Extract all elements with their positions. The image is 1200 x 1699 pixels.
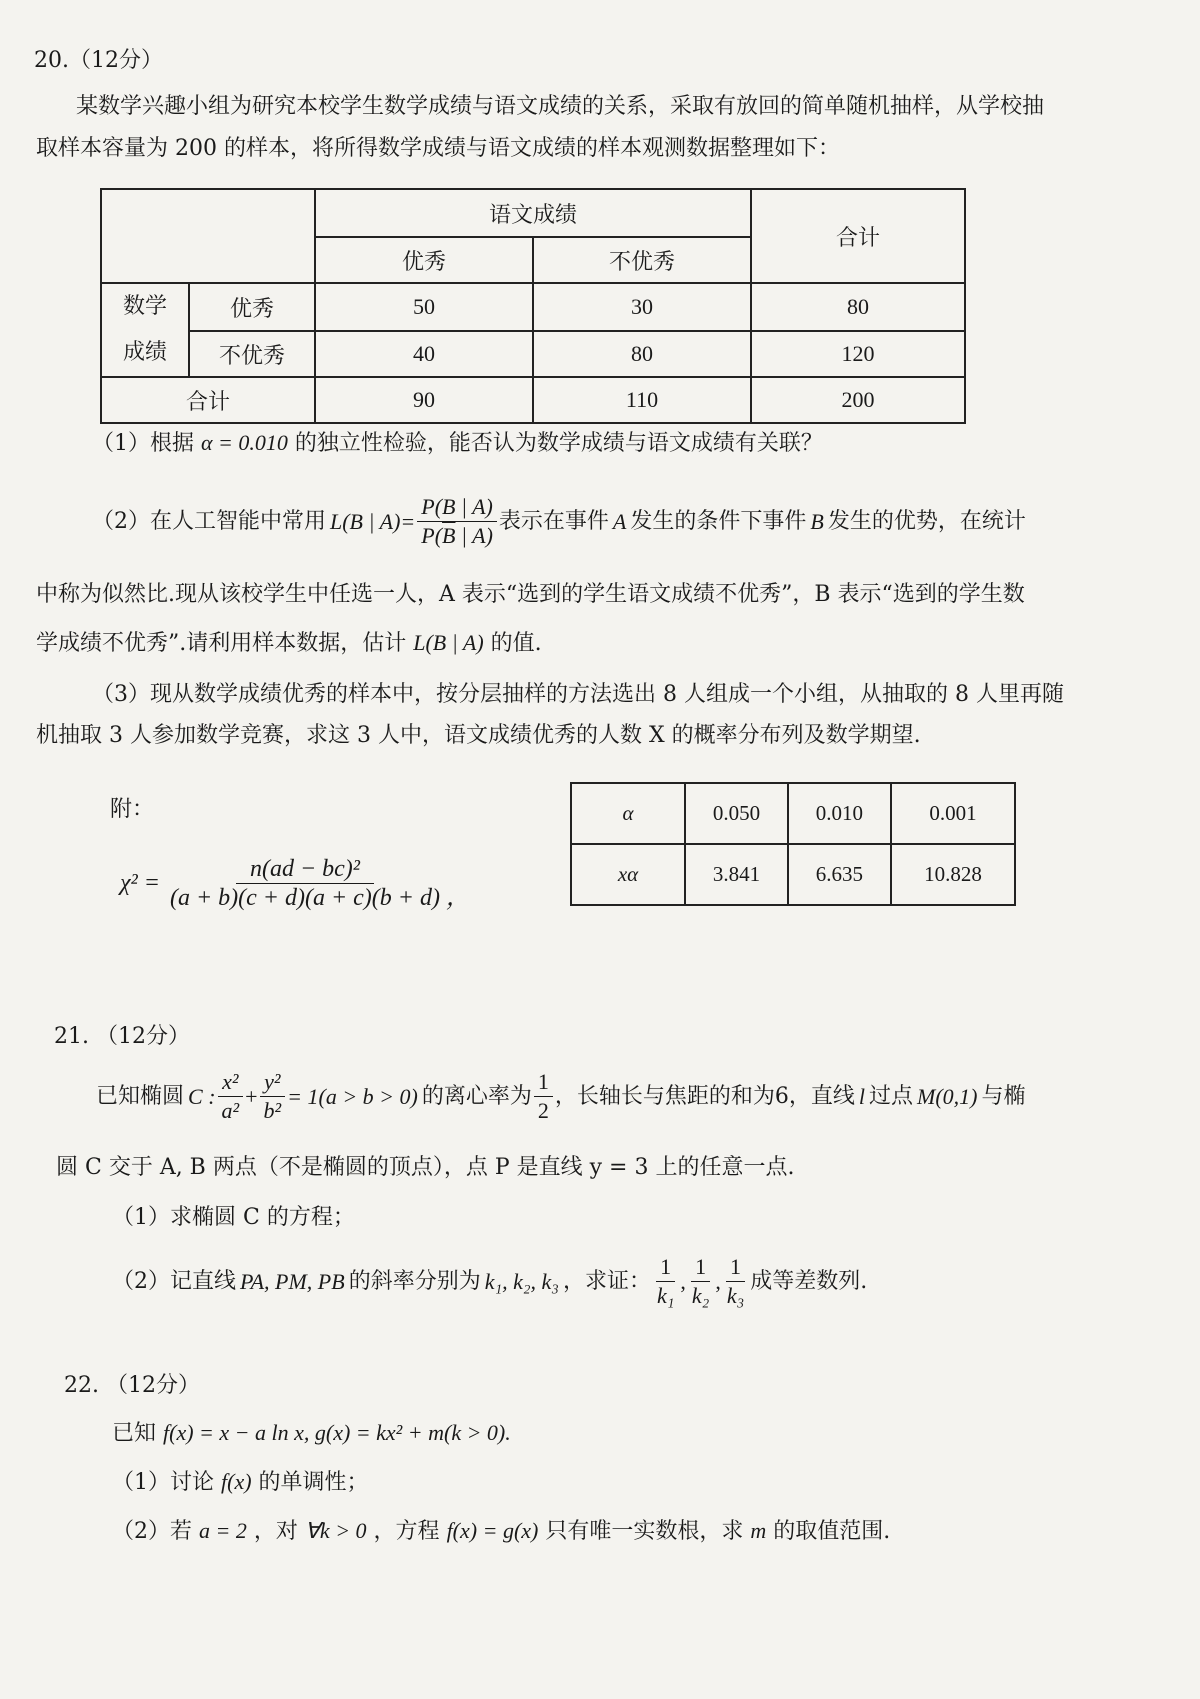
table-cell: 200 [751, 377, 965, 423]
plus-sign: + [245, 1083, 258, 1109]
frac-numerator: 1 [726, 1253, 745, 1282]
alpha-value: α = 0.010 [201, 430, 288, 455]
ellipse-c: C : [188, 1083, 216, 1109]
for-all-k: ∀k > 0 [304, 1518, 367, 1543]
chi-denominator: (a + b)(c + d)(a + c)(b + d) [169, 884, 440, 911]
row-not-excellent-header: 不优秀 [189, 331, 315, 377]
q21-text: 过点 [869, 1083, 914, 1109]
crit-cell: 3.841 [685, 844, 788, 905]
q21-text: 的离心率为 [421, 1083, 532, 1109]
a-squared: a² [221, 1098, 240, 1123]
den-part: P( [421, 523, 443, 548]
row-group-header [101, 283, 189, 377]
q20-part1-text: 的独立性检验，能否认为数学成绩与语文成绩有关联？ [294, 431, 823, 456]
q22-text: （2）若 [112, 1519, 192, 1544]
frac-denominator: k₂ [691, 1283, 710, 1308]
q22-text: ，对 [253, 1519, 298, 1544]
q22-text: 只有唯一实数根，求 [545, 1519, 744, 1544]
q21-part2-text: ，求证： [562, 1268, 651, 1294]
chi-square-formula [120, 853, 470, 913]
b-squared: b² [263, 1098, 282, 1123]
q22-text: 的取值范围. [773, 1519, 891, 1544]
row-group-line2: 成绩 [122, 340, 167, 365]
q20-part2-text: 学成绩不优秀”.请利用样本数据，估计 [36, 631, 407, 656]
q20-header: 20.（12分） [34, 48, 163, 73]
table-cell: 30 [533, 283, 751, 331]
frac-denominator: k₃ [726, 1283, 745, 1308]
row-excellent-header: 优秀 [189, 283, 315, 331]
event-b: B [810, 508, 824, 534]
col-total-header: 合计 [751, 189, 965, 283]
q20-part2-line1 [92, 493, 1026, 550]
q21-header: 21. （12分） [54, 1024, 190, 1049]
q22-text: 的单调性； [258, 1470, 369, 1495]
q22-line1 [112, 1418, 511, 1449]
a-equals-2: a = 2 [199, 1518, 247, 1543]
q20-part2-text: 发生的条件下事件 [630, 508, 807, 534]
table-cell: 50 [315, 283, 533, 331]
q21-text: ，长轴长与焦距的和为6，直线 [554, 1083, 855, 1109]
q21-part2: （2）记直线 PA, PM, PB 的斜率分别为 k₁, k₂, k₃ ，求证： $\frac{1}{\text{k₁}}$ , $\frac{1}{\text{k₂}}$ , $\frac{1}{\text{k₃}}$ 成等差数列. [112, 1254, 868, 1308]
likelihood-ratio-fraction [417, 493, 497, 550]
q20-part2-line2: 中称为似然比.现从该校学生中任选一人，A 表示“选到的学生语文成绩不优秀”，B 表示“选到的学生数 [36, 582, 1025, 607]
point-m: M(0,1) [917, 1083, 978, 1109]
table-cell: 40 [315, 331, 533, 377]
q20-part1-text: （1）根据 [92, 431, 194, 456]
q22-text: 已知 [112, 1421, 157, 1446]
crit-cell: 0.001 [891, 783, 1015, 844]
q21-line2: 圆 C 交于 A, B 两点（不是椭圆的顶点），点 P 是直线 y = 3 上的任意一点. [56, 1155, 795, 1180]
x-fraction [218, 1068, 244, 1125]
col-not-excellent-header: 不优秀 [533, 237, 751, 283]
q20-part2-text: 表示在事件 [498, 508, 609, 534]
reciprocal-k3 [723, 1253, 748, 1310]
table-cell: 80 [751, 283, 965, 331]
row-total-header: 合计 [101, 377, 315, 423]
parameter-m: m [750, 1518, 767, 1543]
line-l: l [858, 1083, 865, 1109]
function-f: f(x) [221, 1469, 252, 1494]
frac-denominator: k₁ [656, 1283, 675, 1308]
chi-comma: ， [445, 885, 470, 911]
reciprocal-k2 [688, 1253, 713, 1310]
frac-numerator: 1 [691, 1253, 710, 1282]
likelihood-ratio-symbol: L(B | A) [413, 630, 484, 655]
chi-numerator: n(ad − bc)² [236, 855, 374, 884]
q22-part2 [112, 1516, 890, 1547]
chi-square-fraction [166, 855, 444, 912]
q21-text: 与椭 [981, 1083, 1026, 1109]
q20-part1 [92, 428, 823, 459]
slopes-k: k₁, k₂, k₃ [484, 1268, 559, 1294]
q21-part2-text: （2）记直线 [112, 1268, 236, 1294]
x-squared: x² [218, 1068, 242, 1097]
crit-cell: 0.010 [788, 783, 891, 844]
q22-text: ，方程 [373, 1519, 440, 1544]
q22-part1 [112, 1467, 369, 1498]
crit-cell: 0.050 [685, 783, 788, 844]
q20-part2-text: （2）在人工智能中常用 [92, 508, 326, 534]
critical-value-table [570, 782, 1016, 906]
crit-cell: 10.828 [891, 844, 1015, 905]
q20-part2-text: 的值. [490, 631, 542, 656]
y-squared: y² [260, 1068, 284, 1097]
q21-part2-text: 成等差数列. [750, 1268, 868, 1294]
appendix-label: 附： [110, 797, 155, 822]
col-group-header: 语文成绩 [315, 189, 751, 237]
reciprocal-k1 [653, 1253, 678, 1310]
likelihood-ratio-symbol: L(B | A)= [330, 508, 416, 534]
q20-part2-text: 发生的优势，在统计 [827, 508, 1026, 534]
col-excellent-header: 优秀 [315, 237, 533, 283]
crit-cell: 6.635 [788, 844, 891, 905]
q20-part3-line2: 机抽取 3 人参加数学竞赛，求这 3 人中，语文成绩优秀的人数 X 的概率分布列及数学期望. [36, 723, 921, 748]
table-corner [101, 189, 315, 283]
row-group-line1: 数学 [122, 294, 167, 319]
den-bar-b: $\overline{B}$ [442, 523, 456, 548]
y-fraction [260, 1068, 286, 1125]
contingency-table [100, 188, 966, 424]
fraction-denominator [417, 522, 497, 550]
alpha-header: α [571, 783, 685, 844]
q21-part2-text: 的斜率分别为 [348, 1268, 481, 1294]
table-cell: 90 [315, 377, 533, 423]
table-cell: 80 [533, 331, 751, 377]
q21-text: 已知椭圆 [96, 1083, 185, 1109]
frac-numerator: 1 [656, 1253, 675, 1282]
fraction-numerator: P(B | A) [417, 493, 497, 522]
eccentricity-fraction [534, 1068, 553, 1125]
q20-intro-line2: 取样本容量为 200 的样本，将所得数学成绩与语文成绩的样本观测数据整理如下： [36, 136, 840, 161]
den-part: | A) [455, 523, 493, 548]
q22-text: （1）讨论 [112, 1470, 214, 1495]
chi-square-lhs: χ² = [120, 870, 160, 896]
q20-intro-line1: 某数学兴趣小组为研究本校学生数学成绩与语文成绩的关系，采取有放回的简单随机抽样，从学校抽 [76, 94, 1045, 119]
event-a: A [612, 508, 627, 534]
lines-pa-pm-pb: PA, PM, PB [240, 1268, 345, 1294]
x-alpha-header: xα [571, 844, 685, 905]
table-cell: 110 [533, 377, 751, 423]
q21-part1: （1）求椭圆 C 的方程； [112, 1205, 355, 1230]
function-definitions: f(x) = x − a ln x, g(x) = kx² + m(k > 0). [163, 1420, 511, 1445]
frac-numerator: 1 [534, 1068, 553, 1097]
table-cell: 120 [751, 331, 965, 377]
frac-denominator: 2 [537, 1098, 549, 1123]
q20-part2-line3 [36, 628, 542, 659]
q20-part3-line1: （3）现从数学成绩优秀的样本中，按分层抽样的方法选出 8 人组成一个小组，从抽取的 8 人里再随 [92, 682, 1064, 707]
q22-header: 22. （12分） [64, 1373, 200, 1398]
ellipse-condition: = 1(a > b > 0) [287, 1083, 418, 1109]
q21-line1 [96, 1068, 1026, 1125]
equation-f-g: f(x) = g(x) [446, 1518, 539, 1543]
